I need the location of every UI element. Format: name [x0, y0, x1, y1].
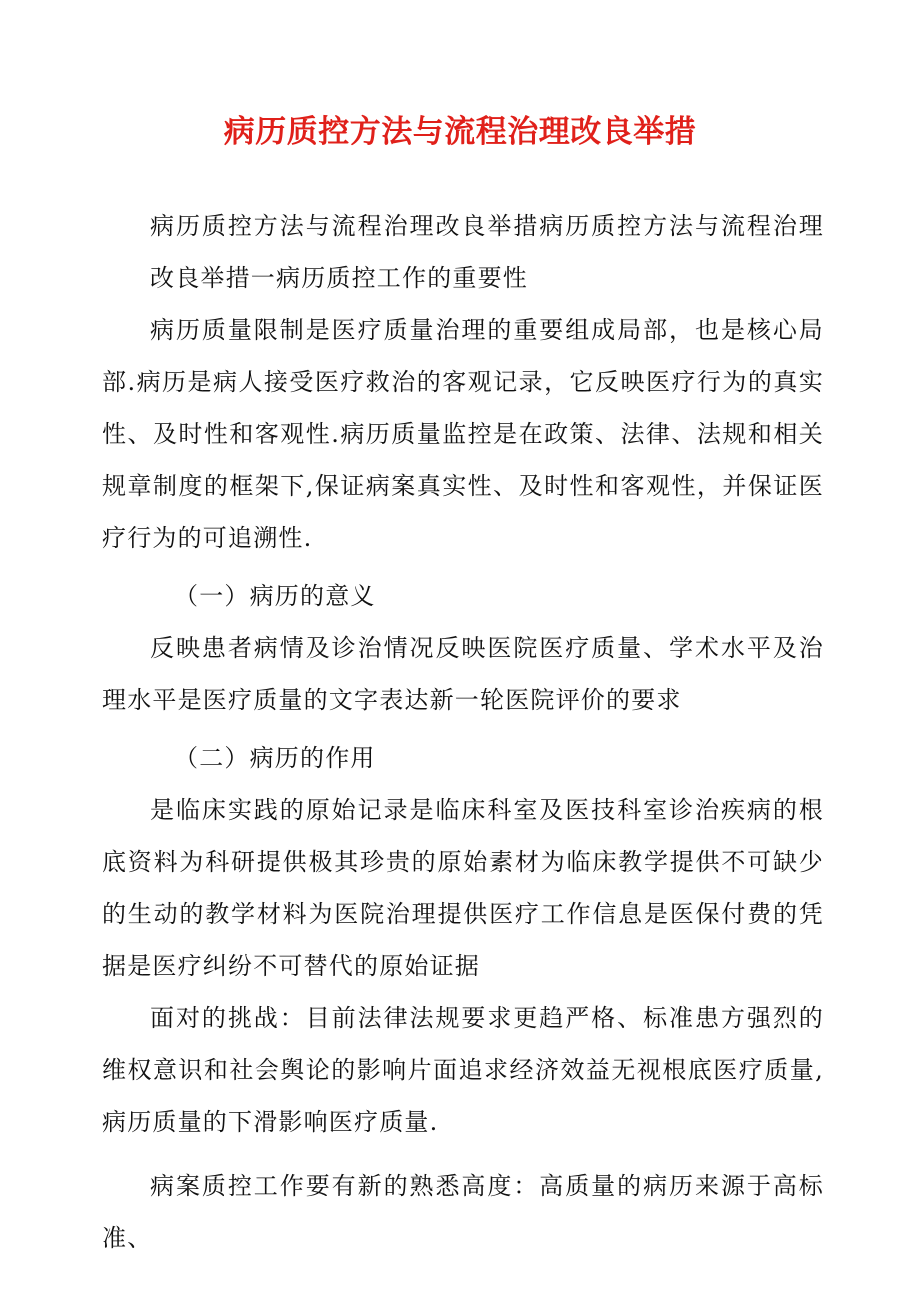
document-body [102, 200, 824, 1264]
paragraph-new-awareness: 病案质控工作要有新的熟悉高度：高质量的病历来源于高标准、 [102, 1172, 824, 1252]
paragraph-record-quality: 病历质量限制是医疗质量治理的重要组成局部，也是核心局部.病历是病人接受医疗救治的客观记录，它反映医疗行为的真实性、及时性和客观性.病历质量监控是在政策、法律、法规和相关规章制度的框架下,保证病案真实性、及时性和客观性，并保证医疗行为的可追溯性. [102, 316, 824, 552]
section-heading-meaning: （一）病历的意义 [174, 582, 376, 610]
paragraph-challenges: 面对的挑战：目前法律法规要求更趋严格、标准患方强烈的维权意识和社会舆论的影响片面追求经济效益无视根底医疗质量,病历质量的下滑影响医疗质量. [102, 1004, 824, 1136]
intro-paragraph: 病历质控方法与流程治理改良举措病历质控方法与流程治理改良举措一病历质控工作的重要性 [150, 212, 824, 292]
paragraph-meaning: 反映患者病情及诊治情况反映医院医疗质量、学术水平及治理水平是医疗质量的文字表达新一轮医院评价的要求 [102, 634, 824, 714]
document-title: 病历质控方法与流程治理改良举措 [223, 113, 697, 150]
section-heading-function: （二）病历的作用 [174, 744, 376, 772]
paragraph-function: 是临床实践的原始记录是临床科室及医技科室诊治疾病的根底资料为科研提供极其珍贵的原始素材为临床教学提供不可缺少的生动的教学材料为医院治理提供医疗工作信息是医保付费的凭据是医疗纠纷不可替代的原始证据 [102, 796, 824, 980]
